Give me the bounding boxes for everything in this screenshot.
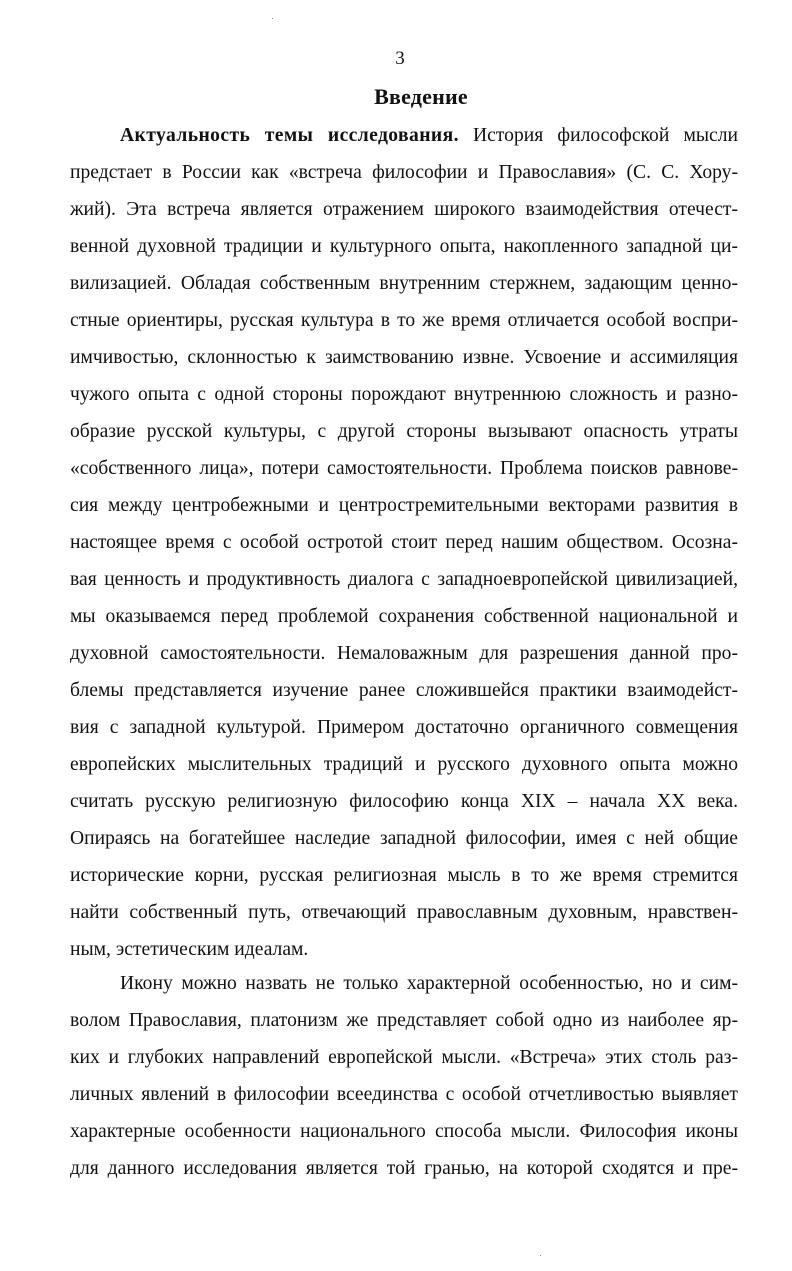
text-line: личных явлений в философии всеединства с особой отчетливостью выявляет — [70, 1084, 738, 1105]
text-line: европейских мыслительных традиций и русского духовного опыта можно — [70, 754, 738, 775]
text-line: мы оказываемся перед проблемой сохранения собственной национальной и — [70, 606, 738, 627]
text-line: чужого опыта с одной стороны порождают внутреннюю сложность и разно- — [70, 384, 738, 405]
text-line: исторические корни, русская религиозная мысль в то же время стремится — [70, 865, 738, 886]
text-line: «собственного лица», потери самостоятельности. Проблема поисков равнове- — [70, 458, 738, 479]
text-line: настоящее время с особой остротой стоит перед нашим обществом. Осозна- — [70, 532, 738, 553]
paragraph-icon-platonism — [70, 965, 738, 1187]
text-line: вилизацией. Обладая собственным внутренним стержнем, задающим ценно- — [70, 273, 738, 294]
text-line: имчивостью, склонностью к заимствованию извне. Усвоение и ассимиляция — [70, 347, 738, 368]
text-line: вая ценность и продуктивность диалога с западноевропейской цивилизацией, — [70, 569, 738, 590]
scan-artifact — [540, 1255, 541, 1256]
text-line: вия с западной культурой. Примером достаточно органичного совмещения — [70, 717, 738, 738]
text-line: Опираясь на богатейшее наследие западной философии, имея с ней общие — [70, 828, 738, 849]
text-line: блемы представляется изучение ранее сложившейся практики взаимодейст- — [70, 680, 738, 701]
text-line: для данного исследования является той гранью, на которой сходятся и пре- — [70, 1158, 738, 1179]
text-line: считать русскую религиозную философию конца XIX – начала XX века. — [70, 791, 738, 812]
text-line: сия между центробежными и центростремительными векторами развития в — [70, 495, 738, 516]
paragraph-relevance — [70, 117, 738, 968]
text-line: Икону можно назвать не только характерной особенностью, но и сим- — [120, 973, 738, 994]
section-heading: Введение — [374, 84, 468, 109]
text-line: стные ориентиры, русская культура в то же время отличается особой воспри- — [70, 310, 738, 331]
text-line: ких и глубоких направлений европейской мысли. «Встреча» этих столь раз- — [70, 1047, 738, 1068]
text-line: духовной самостоятельности. Немаловажным для разрешения данной про- — [70, 643, 738, 664]
text-line: ным, эстетическим идеалам. — [70, 939, 309, 960]
text-line: Актуальность темы исследования. История философской мысли — [120, 125, 738, 146]
text-line: жий). Эта встреча является отражением широкого взаимодействия отечест- — [70, 199, 738, 220]
page-number: 3 — [395, 48, 405, 69]
scan-artifact — [272, 18, 273, 19]
text-line: найти собственный путь, отвечающий православным духовным, нравствен- — [70, 902, 738, 923]
text-line: предстает в России как «встреча философии и Православия» (С. С. Хору- — [70, 162, 738, 183]
text-line: венной духовной традиции и культурного опыта, накопленного западной ци- — [70, 236, 738, 257]
text-line: образие русской культуры, с другой стороны вызывают опасность утраты — [70, 421, 738, 442]
lead-phrase: Актуальность темы исследования. — [120, 125, 459, 146]
text-line: характерные особенности национального способа мысли. Философия иконы — [70, 1121, 738, 1142]
text-line: волом Православия, платонизм же представляет собой одно из наиболее яр- — [70, 1010, 738, 1031]
